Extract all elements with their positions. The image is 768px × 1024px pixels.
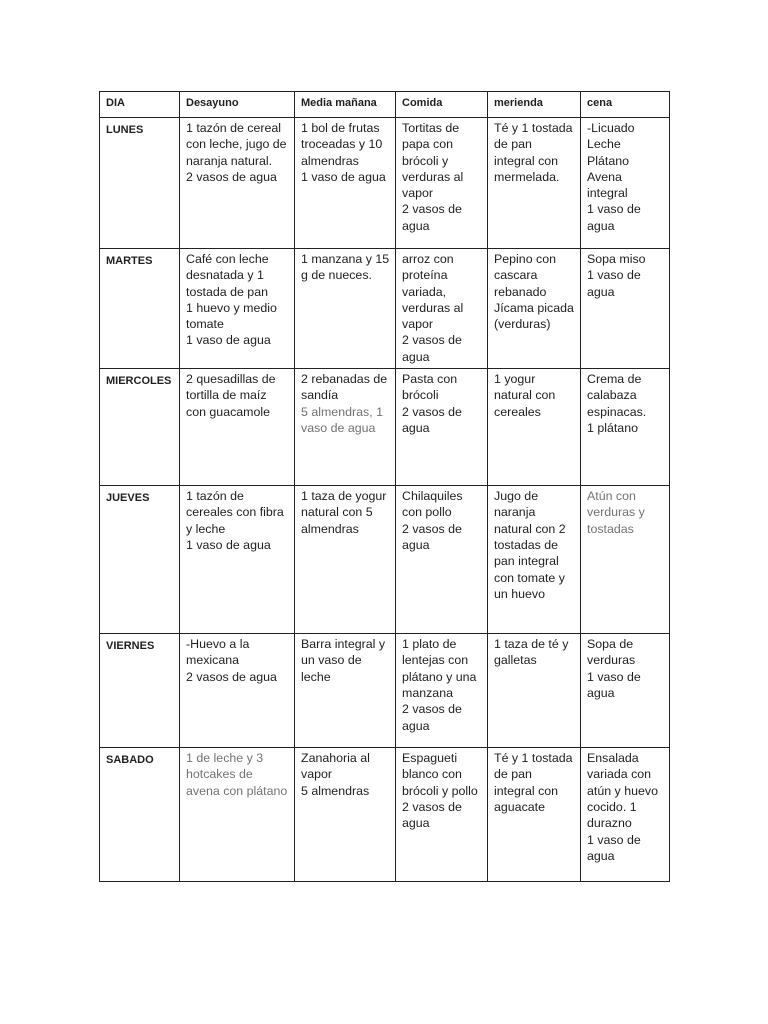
desayuno-cell: Café con leche desnatada y 1 tostada de pan 1 huevo y medio tomate 1 vaso de agua: [180, 249, 295, 369]
table-header-row: [100, 92, 670, 118]
comida-cell: arroz con proteína variada, verduras al vapor 2 vasos de agua: [396, 249, 488, 369]
header-comida: Comida: [396, 92, 488, 118]
cena-cell: Atún con verduras y tostadas: [581, 486, 670, 634]
desayuno-cell: 1 de leche y 3 hotcakes de avena con plátano: [180, 748, 295, 882]
comida-cell: Pasta con brócoli 2 vasos de agua: [396, 369, 488, 486]
merienda-cell: 1 yogur natural con cereales: [488, 369, 581, 486]
media-manana-cell: [295, 369, 396, 486]
media-manana-cell: 1 bol de frutas troceadas y 10 almendras 1 vaso de agua: [295, 118, 396, 249]
day-cell: JUEVES: [100, 486, 180, 634]
media-manana-cell: Barra integral y un vaso de leche: [295, 634, 396, 748]
cena-cell: Sopa de verduras 1 vaso de agua: [581, 634, 670, 748]
comida-cell: Espagueti blanco con brócoli y pollo 2 vasos de agua: [396, 748, 488, 882]
media-manana-cell: Zanahoria al vapor 5 almendras: [295, 748, 396, 882]
merienda-cell: Jugo de naranja natural con 2 tostadas de pan integral con tomate y un huevo: [488, 486, 581, 634]
cena-cell: Crema de calabaza espinacas. 1 plátano: [581, 369, 670, 486]
day-cell: VIERNES: [100, 634, 180, 748]
meal-plan-table: [99, 91, 670, 882]
media-manana-cell: 1 taza de yogur natural con 5 almendras: [295, 486, 396, 634]
desayuno-cell: 2 quesadillas de tortilla de maíz con guacamole: [180, 369, 295, 486]
header-media-manana: Media mañana: [295, 92, 396, 118]
header-merienda: merienda: [488, 92, 581, 118]
table-row-miercoles: [100, 369, 670, 486]
cena-cell: Sopa miso 1 vaso de agua: [581, 249, 670, 369]
desayuno-cell: 1 tazón de cereales con fibra y leche 1 vaso de agua: [180, 486, 295, 634]
day-cell: SABADO: [100, 748, 180, 882]
table-row-lunes: [100, 118, 670, 249]
comida-cell: Tortitas de papa con brócoli y verduras al vapor 2 vasos de agua: [396, 118, 488, 249]
table-row-jueves: [100, 486, 670, 634]
merienda-cell: Té y 1 tostada de pan integral con mermelada.: [488, 118, 581, 249]
merienda-cell: Té y 1 tostada de pan integral con aguacate: [488, 748, 581, 882]
day-cell: MIERCOLES: [100, 369, 180, 486]
comida-cell: 1 plato de lentejas con plátano y una manzana 2 vasos de agua: [396, 634, 488, 748]
cena-cell: Ensalada variada con atún y huevo cocido. 1 durazno 1 vaso de agua: [581, 748, 670, 882]
header-dia: DIA: [100, 92, 180, 118]
media-manana-text-muted: 5 almendras, 1 vaso de agua: [301, 404, 383, 435]
desayuno-cell: 1 tazón de cereal con leche, jugo de naranja natural. 2 vasos de agua: [180, 118, 295, 249]
comida-cell: Chilaquiles con pollo 2 vasos de agua: [396, 486, 488, 634]
desayuno-cell: -Huevo a la mexicana 2 vasos de agua: [180, 634, 295, 748]
table-row-martes: [100, 249, 670, 369]
merienda-cell: 1 taza de té y galletas: [488, 634, 581, 748]
table-row-sabado: [100, 748, 670, 882]
cena-cell: -Licuado Leche Plátano Avena integral 1 vaso de agua: [581, 118, 670, 249]
day-cell: MARTES: [100, 249, 180, 369]
header-desayuno: Desayuno: [180, 92, 295, 118]
media-manana-text: 2 rebanadas de sandía: [301, 372, 388, 403]
table-row-viernes: [100, 634, 670, 748]
media-manana-cell: 1 manzana y 15 g de nueces.: [295, 249, 396, 369]
header-cena: cena: [581, 92, 670, 118]
merienda-cell: Pepino con cascara rebanado Jícama picada (verduras): [488, 249, 581, 369]
day-cell: LUNES: [100, 118, 180, 249]
